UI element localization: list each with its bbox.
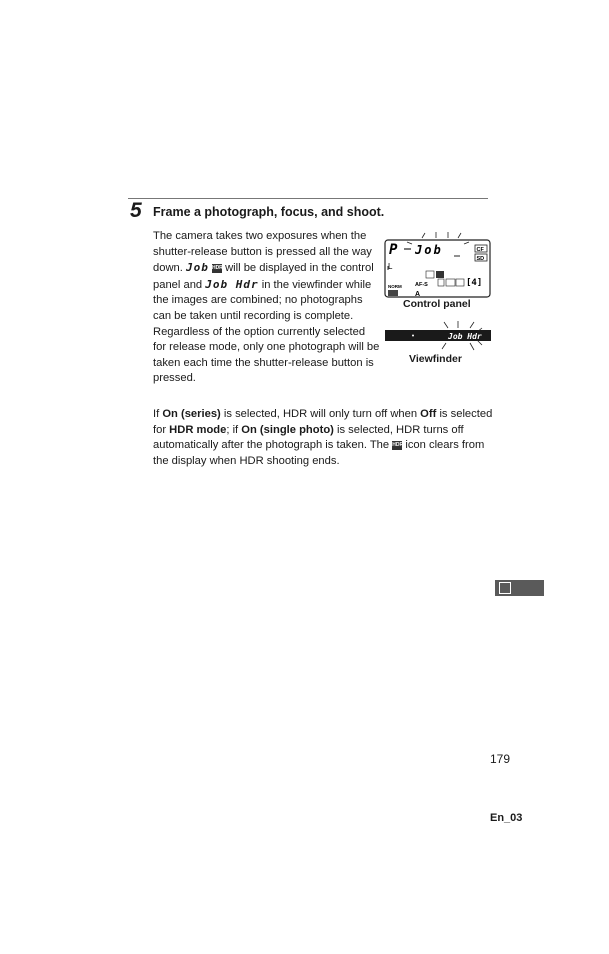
viewfinder-illustration [384, 320, 492, 352]
control-panel-caption: Control panel [403, 298, 471, 310]
note-text: is selected for [153, 408, 493, 436]
option-on-single-photo: On (single photo) [241, 423, 334, 436]
step-title: Frame a photograph, focus, and shoot. [153, 205, 385, 219]
description-text: in the viewfinder while the images are combined; no photographs can be taken until recording is complete. Regardless of the option currently selected for release mode, only one photograph will be taken each time the shutter-release button is pressed. [153, 278, 380, 385]
control-panel-illustration [384, 232, 492, 300]
note-text: icon clears from the display when HDR shooting ends. [153, 439, 485, 467]
description-text: will be displayed in the control panel and [153, 262, 374, 291]
option-hdr-mode: HDR mode [169, 423, 227, 436]
option-on-series: On (series) [162, 408, 221, 420]
note-text: is selected, HDR will only turn off when [223, 408, 418, 420]
option-off: Off [420, 408, 437, 420]
lcd-job-hdr-indicator: Job Hdr [205, 277, 259, 291]
section-tab-marker [495, 580, 544, 596]
section-rule [128, 198, 488, 199]
page-number: 179 [490, 752, 511, 766]
viewfinder-caption: Viewfinder [409, 353, 462, 365]
note-text: If [153, 408, 160, 420]
viewfinder-job-hdr-display: Job Hdr [448, 332, 482, 341]
norm-label: NORM [388, 284, 402, 289]
a-label: A [415, 291, 421, 298]
hdr-series-note [153, 407, 493, 469]
step-description [153, 229, 381, 387]
mode-indicator: P [389, 242, 398, 258]
viewfinder-figure [384, 320, 492, 352]
shooting-menu-icon [499, 582, 511, 594]
cf-card-label: CF [476, 247, 484, 253]
job-display: Job [415, 243, 443, 257]
control-panel-figure [384, 232, 492, 300]
note-text: ; if [226, 423, 239, 436]
af-mode-label: AF-S [415, 282, 428, 288]
shots-remaining: [4] [466, 278, 483, 288]
description-text: The camera takes two exposures when the shutter-release button is pressed all the way down. [153, 230, 372, 275]
sd-card-label: SD [476, 256, 485, 262]
footer-code: En_03 [490, 812, 523, 824]
hdr-icon: HDR [211, 264, 223, 271]
lcd-job-indicator: Job [185, 261, 209, 275]
l-label: L [388, 262, 393, 271]
step-number: 5 [130, 199, 142, 222]
hdr-icon: HDR [392, 441, 404, 448]
note-text: is selected, HDR turns off automatically after the photograph is taken. The [153, 423, 464, 452]
